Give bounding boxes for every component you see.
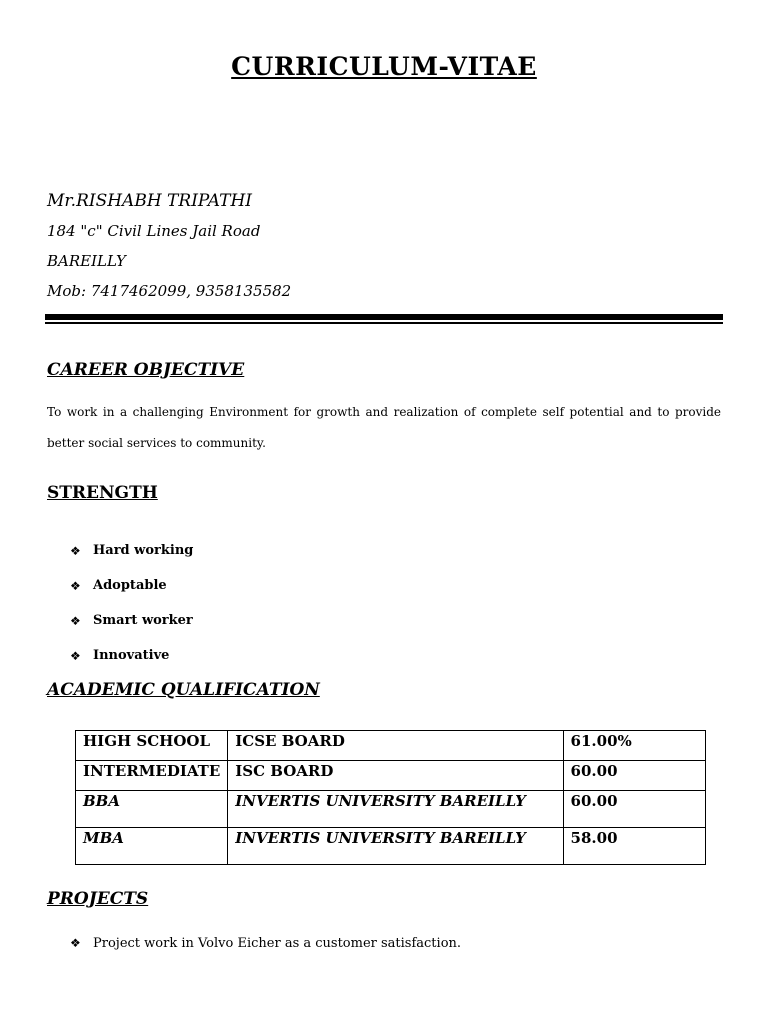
table-cell: ICSE BOARD [228, 731, 563, 761]
table-row [76, 761, 706, 791]
table-cell: 60.00 [563, 791, 705, 828]
divider-thick [45, 314, 723, 320]
mobile-numbers: Mob: 7417462099, 9358135582 [47, 282, 292, 300]
table-cell: MBA [76, 828, 228, 865]
diamond-bullet-icon: ❖ [70, 613, 81, 628]
document-title: CURRICULUM-VITAE [231, 52, 537, 81]
table-cell: 61.00% [563, 731, 705, 761]
career-objective-heading: CAREER OBJECTIVE [47, 360, 245, 380]
career-objective-text: To work in a challenging Environment for growth and realization of complete self potential and to provide better social services to community. [47, 405, 721, 450]
table-cell: INVERTIS UNIVERSITY BAREILLY [228, 828, 563, 865]
strength-item: Adoptable [93, 578, 167, 593]
strength-item: Innovative [93, 648, 170, 663]
list-item [70, 533, 193, 568]
table-cell: 58.00 [563, 828, 705, 865]
strength-list [70, 533, 193, 673]
candidate-name: Mr.RISHABH TRIPATHI [47, 191, 253, 211]
city: BAREILLY [47, 252, 126, 270]
strength-item: Hard working [93, 543, 194, 558]
list-item [70, 930, 461, 956]
strength-heading: STRENGTH [47, 483, 158, 503]
table-cell: INTERMEDIATE [76, 761, 228, 791]
table-cell: BBA [76, 791, 228, 828]
table-cell: 60.00 [563, 761, 705, 791]
list-item [70, 568, 193, 603]
table-cell: INVERTIS UNIVERSITY BAREILLY [228, 791, 563, 828]
table-row [76, 731, 706, 761]
projects-list [70, 930, 461, 956]
diamond-bullet-icon: ❖ [70, 543, 81, 558]
strength-item: Smart worker [93, 613, 193, 628]
diamond-bullet-icon: ❖ [70, 936, 81, 950]
table-row [76, 828, 706, 865]
academic-table [75, 730, 706, 865]
table-cell: HIGH SCHOOL [76, 731, 228, 761]
table-cell: ISC BOARD [228, 761, 563, 791]
address-line: 184 "c" Civil Lines Jail Road [47, 222, 261, 240]
academic-heading: ACADEMIC QUALIFICATION [47, 680, 320, 700]
list-item [70, 603, 193, 638]
diamond-bullet-icon: ❖ [70, 648, 81, 663]
project-item: Project work in Volvo Eicher as a customer satisfaction. [93, 935, 462, 951]
diamond-bullet-icon: ❖ [70, 578, 81, 593]
table-row [76, 791, 706, 828]
contact-block [47, 186, 291, 306]
divider-thin [45, 322, 723, 324]
list-item [70, 638, 193, 673]
projects-heading: PROJECTS [47, 889, 149, 909]
